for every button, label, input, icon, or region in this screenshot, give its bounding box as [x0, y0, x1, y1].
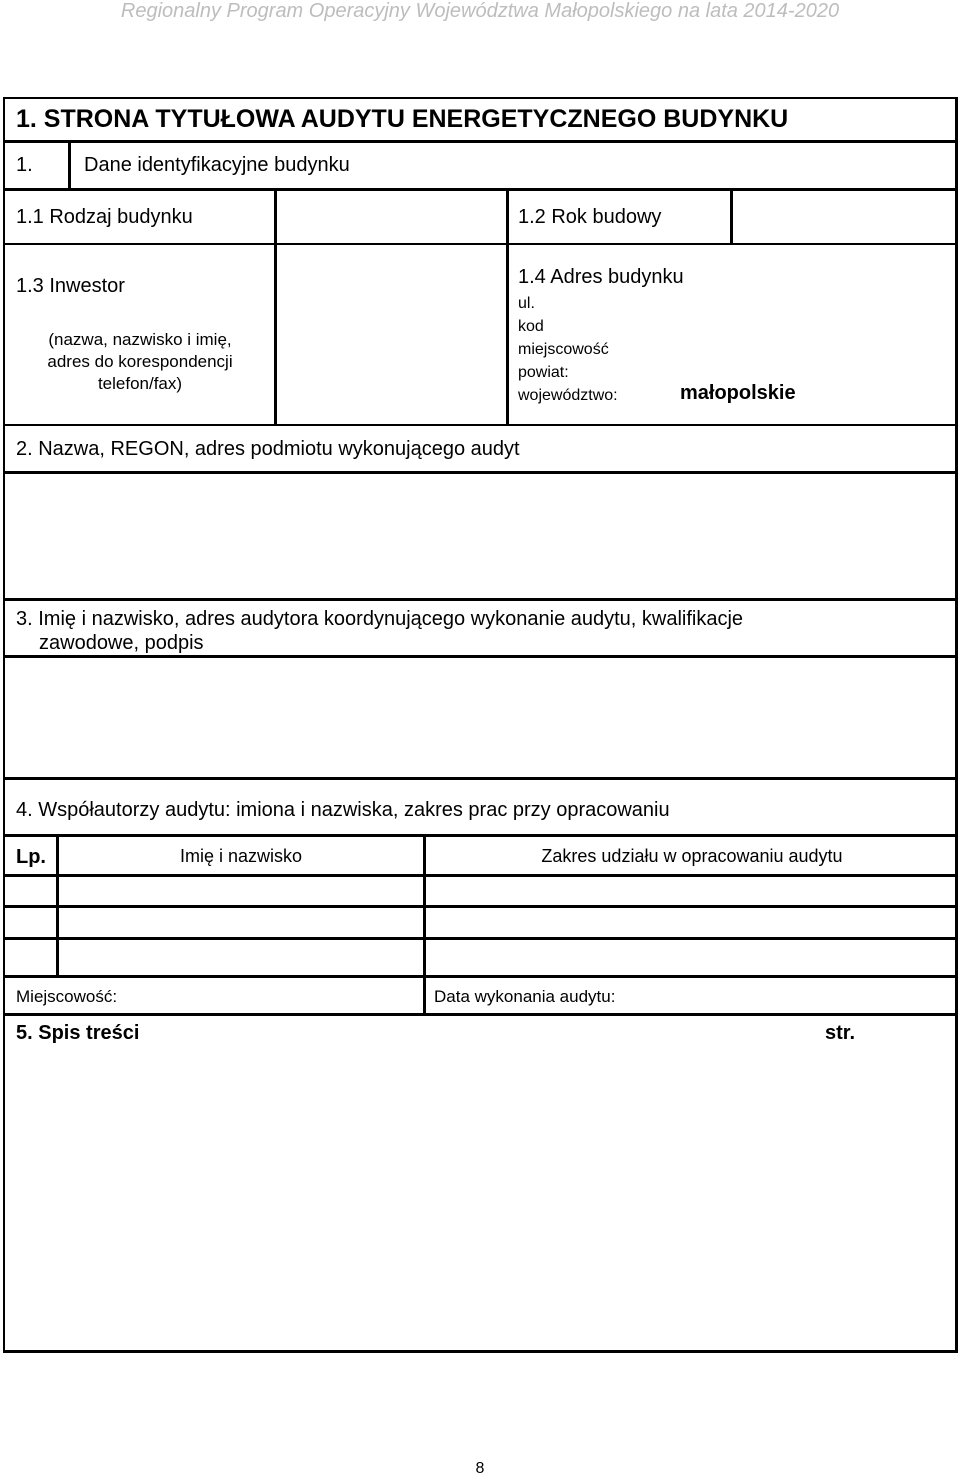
form-title: 1. STRONA TYTUŁOWA AUDYTU ENERGETYCZNEGO BUDYNKU	[16, 105, 789, 133]
inwestor-desc	[16, 329, 264, 395]
sec1-label: Dane identyfikacyjne budynku	[84, 154, 350, 176]
rule-table-header	[3, 874, 958, 877]
adres-ul: ul.	[518, 295, 535, 312]
rule-table-row1	[3, 905, 958, 908]
col-header-lp: Lp.	[16, 846, 46, 868]
vrule-row12-right	[730, 190, 733, 245]
inwestor-label: 1.3 Inwestor	[16, 275, 125, 297]
form-frame	[3, 97, 958, 1353]
vrule-row11-right	[506, 190, 509, 426]
rule-sec2-bottom	[3, 471, 958, 474]
rodzaj-budynku-label: 1.1 Rodzaj budynku	[16, 206, 193, 228]
rule-sec4-top	[3, 777, 958, 780]
wojewodztwo-value: małopolskie	[680, 382, 796, 404]
sec1-number: 1.	[16, 154, 33, 176]
sec3-label-line2: zawodowe, podpis	[39, 632, 204, 654]
adres-kod: kod	[518, 318, 544, 335]
rule-sec2-top	[3, 424, 958, 426]
rule-sec1	[3, 188, 958, 191]
rule-sec4-bottom	[3, 834, 958, 837]
adres-budynku-label: 1.4 Adres budynku	[518, 266, 684, 288]
rule-table-row2	[3, 937, 958, 940]
col-header-scope: Zakres udziału w opracowaniu audytu	[541, 846, 843, 866]
inwestor-desc-line3: telefon/fax)	[97, 374, 183, 393]
str-label: str.	[825, 1022, 856, 1044]
rule-sec3-bottom	[3, 655, 958, 658]
page-header: Regionalny Program Operacyjny Województwa Małopolskiego na lata 2014-2020	[120, 0, 840, 22]
rok-budowy-label: 1.2 Rok budowy	[518, 206, 662, 228]
rule-title	[3, 140, 958, 143]
vrule-row11-mid	[274, 190, 277, 426]
page-number: 8	[475, 1460, 485, 1477]
inwestor-desc-line1: (nazwa, nazwisko i imię,	[48, 330, 232, 349]
adres-wojewodztwo: województwo:	[518, 387, 618, 404]
data-wykonania-field: Data wykonania audytu:	[434, 987, 616, 1006]
rule-footer-bottom	[3, 1013, 958, 1016]
miejscowosc-field: Miejscowość:	[16, 987, 118, 1006]
sec3-label-line1: 3. Imię i nazwisko, adres audytora koordynującego wykonanie audytu, kwalifikacje	[16, 608, 744, 630]
adres-powiat: powiat:	[518, 364, 569, 381]
rule-sec3-top	[3, 598, 958, 601]
spis-tresci-label: 5. Spis treści	[16, 1022, 140, 1044]
sec4-label: 4. Współautorzy audytu: imiona i nazwiska, zakres prac przy opracowaniu	[16, 799, 670, 821]
vrule-sec1-number	[68, 140, 71, 190]
inwestor-desc-line2: adres do korespondencji	[47, 352, 233, 371]
rule-row11	[3, 243, 958, 245]
adres-miejscowosc: miejscowość	[518, 341, 609, 358]
sec2-label: 2. Nazwa, REGON, adres podmiotu wykonującego audyt	[16, 438, 520, 460]
col-header-name: Imię i nazwisko	[179, 846, 303, 866]
rule-table-bottom	[3, 975, 958, 978]
adres-fields	[518, 292, 618, 407]
